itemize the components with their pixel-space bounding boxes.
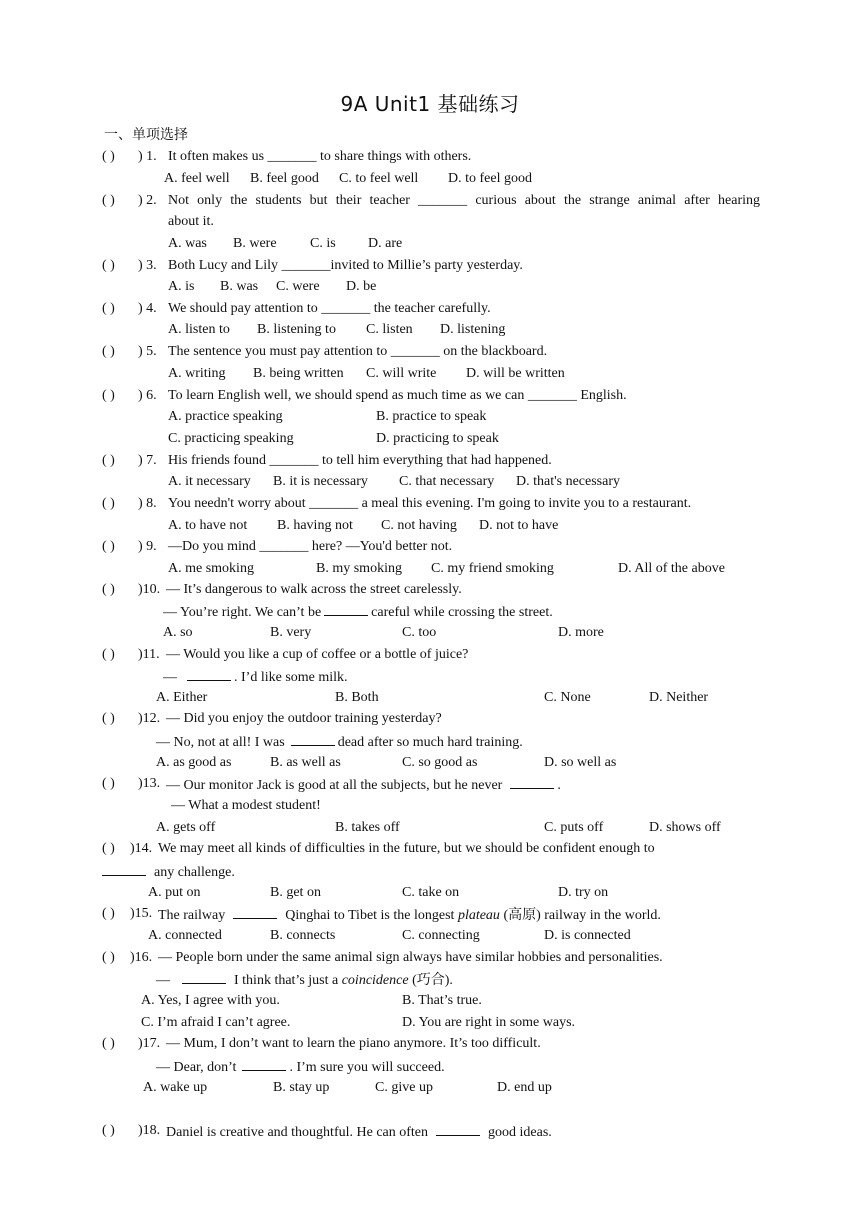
option-b[interactable]: B. were — [233, 236, 277, 251]
question-number: )11. — [138, 647, 160, 662]
option-c[interactable]: C. so good as — [402, 755, 478, 770]
answer-blank[interactable] — [291, 733, 335, 746]
answer-paren: ( ) — [102, 950, 115, 965]
dialogue-line — [156, 971, 453, 989]
question-number: )10. — [138, 582, 161, 597]
option-a[interactable]: A. it necessary — [168, 474, 251, 489]
question-number: )16. — [130, 950, 153, 965]
question-stem: — Did you enjoy the outdoor training yesterday? — [166, 711, 442, 726]
answer-blank[interactable] — [510, 776, 554, 789]
option-a[interactable]: A. gets off — [156, 820, 216, 835]
option-b[interactable]: B. practice to speak — [376, 409, 487, 424]
answer-paren: ( ) — [102, 1123, 115, 1138]
answer-paren: ( ) — [102, 711, 115, 726]
question-number: ) 6. — [138, 388, 157, 403]
option-c[interactable]: C. to feel well — [339, 171, 419, 186]
answer-paren: ( ) — [102, 539, 115, 554]
option-d[interactable]: D. end up — [497, 1080, 552, 1095]
option-a[interactable]: A. writing — [168, 366, 226, 381]
dialogue-line: — What a modest student! — [171, 798, 321, 813]
dialogue-text-end: (巧合). — [412, 973, 453, 988]
option-d[interactable]: D. to feel good — [448, 171, 532, 186]
question-number: )15. — [130, 906, 153, 921]
dialogue-text: I think that’s just a — [234, 973, 339, 988]
option-c[interactable]: C. will write — [366, 366, 437, 381]
question-number: ) 4. — [138, 301, 157, 316]
question-stem: It often makes us _______ to share things with others. — [168, 149, 472, 164]
answer-paren: ( ) — [102, 841, 115, 856]
answer-paren: ( ) — [102, 906, 115, 921]
question-number: ) 7. — [138, 453, 157, 468]
question-number: )14. — [130, 841, 153, 856]
option-c[interactable]: C. I’m afraid I can’t agree. — [141, 1015, 291, 1030]
question-number: ) 1. — [138, 149, 157, 164]
stem-end: good ideas. — [488, 1125, 552, 1140]
option-d[interactable]: D. that's necessary — [516, 474, 620, 489]
option-b[interactable]: B. very — [270, 625, 312, 640]
answer-paren: ( ) — [102, 647, 115, 662]
question-number: )12. — [138, 711, 161, 726]
stem-italic: coincidence — [341, 973, 409, 988]
option-b[interactable]: B. as well as — [270, 755, 341, 770]
dialogue-line — [163, 603, 553, 621]
dialogue-text: — Dear, don’t — [156, 1060, 237, 1075]
option-d[interactable]: D. so well as — [544, 755, 617, 770]
option-c[interactable]: C. connecting — [402, 928, 480, 943]
answer-paren: ( ) — [102, 582, 115, 597]
dialogue-line — [156, 1058, 445, 1076]
option-d[interactable]: D. not to have — [479, 518, 559, 533]
option-a[interactable]: A. me smoking — [168, 561, 254, 576]
option-d[interactable]: D. practicing to speak — [376, 431, 499, 446]
answer-paren: ( ) — [102, 453, 115, 468]
option-b[interactable]: B. listening to — [257, 322, 336, 337]
page-title: 9A Unit1 基础练习 — [340, 92, 520, 116]
option-a[interactable]: A. connected — [148, 928, 222, 943]
option-d[interactable]: D. more — [558, 625, 604, 640]
option-c[interactable]: C. listen — [366, 322, 413, 337]
option-d[interactable]: D. Neither — [649, 690, 709, 705]
answer-paren: ( ) — [102, 301, 115, 316]
option-b[interactable]: B. being written — [253, 366, 344, 381]
question-stem: Both Lucy and Lily _______invited to Millie’s party yesterday. — [168, 258, 523, 273]
option-d[interactable]: D. listening — [440, 322, 506, 337]
option-d[interactable]: D. are — [368, 236, 403, 251]
option-c[interactable]: C. give up — [375, 1080, 433, 1095]
question-number: ) 5. — [138, 344, 157, 359]
dialogue-text: — You’re right. We can’t be — [163, 605, 322, 620]
question-number: )17. — [138, 1036, 161, 1051]
option-b[interactable]: B. get on — [270, 885, 321, 900]
option-a[interactable]: A. to have not — [168, 518, 248, 533]
option-c[interactable]: C. None — [544, 690, 591, 705]
question-number: )18. — [138, 1123, 161, 1138]
option-a[interactable]: A. listen to — [168, 322, 230, 337]
question-number: ) 8. — [138, 496, 157, 511]
question-stem: The railway — [158, 908, 226, 923]
option-a[interactable]: A. feel well — [164, 171, 230, 186]
answer-blank[interactable] — [187, 668, 231, 681]
question-number: ) 2. — [138, 193, 157, 208]
option-b[interactable]: B. That’s true. — [402, 993, 482, 1008]
question-stem: His friends found _______ to tell him everything that had happened. — [168, 453, 552, 468]
option-d[interactable]: D. be — [346, 279, 377, 294]
option-c[interactable]: C. my friend smoking — [431, 561, 554, 576]
option-a[interactable]: A. Yes, I agree with you. — [141, 993, 280, 1008]
question-stem: Not only the students but their teacher _______ curious about the strange animal after hearing — [168, 193, 760, 208]
question-stem: You needn't worry about _______ a meal this evening. I'm going to invite you to a restaurant. — [168, 496, 692, 511]
answer-paren: ( ) — [102, 344, 115, 359]
stem-italic: plateau — [457, 908, 500, 923]
answer-blank[interactable] — [182, 971, 226, 984]
question-stem-wrap — [166, 776, 561, 794]
question-stem-wrap — [166, 1123, 552, 1141]
answer-blank[interactable] — [324, 603, 368, 616]
dialogue-line — [163, 668, 348, 686]
question-stem: —Do you mind _______ here? —You'd better not. — [168, 539, 453, 554]
question-stem: — People born under the same animal sign always have similar hobbies and personalities. — [158, 950, 663, 965]
question-stem-cont — [102, 863, 235, 881]
dialogue-text-end: . I’m sure you will succeed. — [289, 1060, 445, 1075]
answer-blank[interactable] — [233, 906, 277, 919]
question-stem: The sentence you must pay attention to _______ on the blackboard. — [168, 344, 548, 359]
option-a[interactable]: A. Either — [156, 690, 208, 705]
option-d[interactable]: D. try on — [558, 885, 609, 900]
option-a[interactable]: A. so — [163, 625, 193, 640]
question-stem: We may meet all kinds of difficulties in the future, but we should be confident enough to — [158, 841, 655, 856]
question-stem: — Would you like a cup of coffee or a bottle of juice? — [166, 647, 469, 662]
stem-end: (高原) railway in the world. — [503, 908, 661, 923]
section-heading: 一、单项选择 — [104, 127, 188, 143]
option-b[interactable]: B. having not — [277, 518, 353, 533]
option-a[interactable]: A. put on — [148, 885, 201, 900]
answer-blank[interactable] — [102, 863, 146, 876]
answer-paren: ( ) — [102, 1036, 115, 1051]
dialogue-text-end: . I’d like some milk. — [234, 670, 348, 685]
option-d[interactable]: D. is connected — [544, 928, 631, 943]
question-stem: To learn English well, we should spend as much time as we can _______ English. — [168, 388, 627, 403]
option-c[interactable]: C. practicing speaking — [168, 431, 294, 446]
dialogue-line — [156, 733, 523, 751]
answer-paren: ( ) — [102, 193, 115, 208]
answer-paren: ( ) — [102, 776, 115, 791]
option-d[interactable]: D. You are right in some ways. — [402, 1015, 576, 1030]
option-b[interactable]: B. takes off — [335, 820, 400, 835]
question-stem: — Mum, I don’t want to learn the piano anymore. It’s too difficult. — [166, 1036, 541, 1051]
option-b[interactable]: B. Both — [335, 690, 379, 705]
option-a[interactable]: A. is — [168, 279, 195, 294]
option-c[interactable]: C. too — [402, 625, 437, 640]
option-a[interactable]: A. wake up — [143, 1080, 208, 1095]
stem-text-end: any challenge. — [154, 865, 235, 880]
option-a[interactable]: A. practice speaking — [168, 409, 283, 424]
option-a[interactable]: A. was — [168, 236, 207, 251]
question-stem: — It’s dangerous to walk across the street carelessly. — [166, 582, 462, 597]
option-c[interactable]: C. were — [276, 279, 320, 294]
answer-paren: ( ) — [102, 258, 115, 273]
question-number: ) 3. — [138, 258, 157, 273]
answer-blank[interactable] — [242, 1058, 286, 1071]
option-b[interactable]: B. it is necessary — [273, 474, 368, 489]
question-number: ) 9. — [138, 539, 157, 554]
question-stem: Daniel is creative and thoughtful. He can often — [166, 1125, 429, 1140]
question-number: )13. — [138, 776, 161, 791]
option-d[interactable]: D. shows off — [649, 820, 721, 835]
option-d[interactable]: D. will be written — [466, 366, 565, 381]
option-b[interactable]: B. my smoking — [316, 561, 402, 576]
stem-period: . — [557, 778, 561, 793]
option-c[interactable]: C. puts off — [544, 820, 604, 835]
dialogue-text: — No, not at all! I was — [156, 735, 285, 750]
option-c[interactable]: C. is — [310, 236, 336, 251]
option-b[interactable]: B. feel good — [250, 171, 319, 186]
question-stem: — Our monitor Jack is good at all the subjects, but he never — [166, 778, 503, 793]
dialogue-dash: — — [156, 973, 170, 988]
option-d[interactable]: D. All of the above — [618, 561, 725, 576]
option-a[interactable]: A. as good as — [156, 755, 232, 770]
option-b[interactable]: B. stay up — [273, 1080, 330, 1095]
stem-mid: Qinghai to Tibet is the longest — [285, 908, 455, 923]
dialogue-dash: — — [163, 670, 177, 685]
option-c[interactable]: C. that necessary — [399, 474, 495, 489]
option-c[interactable]: C. not having — [381, 518, 457, 533]
answer-blank[interactable] — [436, 1123, 480, 1136]
dialogue-text-end: dead after so much hard training. — [337, 735, 523, 750]
question-stem-wrap — [158, 906, 661, 924]
option-c[interactable]: C. take on — [402, 885, 460, 900]
answer-paren: ( ) — [102, 496, 115, 511]
answer-paren: ( ) — [102, 149, 115, 164]
question-stem-cont: about it. — [168, 214, 214, 229]
question-stem: We should pay attention to _______ the teacher carefully. — [168, 301, 491, 316]
dialogue-text-end: careful while crossing the street. — [371, 605, 553, 620]
answer-paren: ( ) — [102, 388, 115, 403]
option-b[interactable]: B. connects — [270, 928, 336, 943]
option-b[interactable]: B. was — [220, 279, 259, 294]
